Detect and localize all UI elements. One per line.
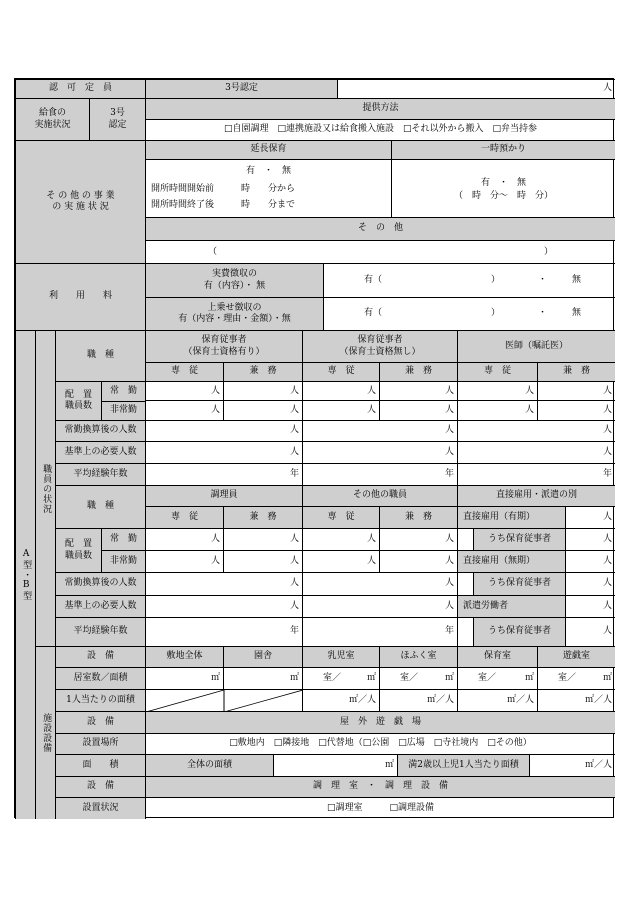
nursery-unqualified-header: 保育従事者 （保育士資格無し） xyxy=(302,330,457,362)
per-person-area-label: 1人当たりの面積 xyxy=(55,689,145,711)
per-person-area-cell[interactable]: ㎡／人 xyxy=(379,689,457,711)
employment-label xyxy=(457,572,473,595)
misc-paren-open: （ xyxy=(208,247,218,257)
staff-summary-cell[interactable]: 人 xyxy=(302,595,457,617)
total-area-value[interactable]: ㎡ xyxy=(273,754,397,776)
assigned-staff-label-2: 配 置 職員数 xyxy=(55,528,101,572)
cook-header: 調理員 xyxy=(145,485,302,506)
location-label: 設置場所 xyxy=(55,733,145,754)
concurrent-header: 兼 務 xyxy=(379,362,457,381)
employment-sub-label: うち保育従事者 xyxy=(473,572,565,595)
facility-label: 施設設備 xyxy=(35,646,55,819)
dedicated-header: 専 従 xyxy=(145,362,223,381)
kitchen-options[interactable]: □調理室 □調理設備 xyxy=(145,797,615,819)
kitchen-header: 調 理 室 ・ 調 理 設 備 xyxy=(145,776,615,797)
job-type-label-2: 職 種 xyxy=(55,485,145,528)
employment-count[interactable]: 人 xyxy=(565,617,615,646)
staff-count-cell[interactable]: 人 xyxy=(379,400,457,420)
misc-paren-close: ） xyxy=(544,247,554,257)
area-cell[interactable]: ㎡ xyxy=(145,667,223,689)
equipment-label: 設 備 xyxy=(55,646,145,667)
employment-label xyxy=(457,528,473,550)
staff-summary-cell[interactable]: 人 xyxy=(145,595,302,617)
staff-count-cell[interactable]: 人 xyxy=(223,550,302,572)
staff-count-cell[interactable]: 人 xyxy=(379,381,457,401)
nursery-qualified-header: 保育従事者 （保育士資格有り） xyxy=(145,330,302,362)
employment-label: 直接雇用（有期） xyxy=(457,506,565,528)
room-header: 乳児室 xyxy=(302,646,379,667)
staff-count-cell[interactable]: 人 xyxy=(145,381,223,401)
dedicated-header: 専 従 xyxy=(145,506,223,528)
other-staff-header: その他の職員 xyxy=(302,485,457,506)
fee-close: ） xyxy=(491,274,501,285)
concurrent-header: 兼 務 xyxy=(223,506,302,528)
room-count-unit: 室／ xyxy=(478,672,497,683)
employment-count[interactable]: 人 xyxy=(565,528,615,550)
employment-count[interactable]: 人 xyxy=(565,595,615,617)
equipment-label-3: 設 備 xyxy=(55,776,145,797)
staff-summary-cell[interactable]: 年 xyxy=(145,463,302,485)
room-header: 園舎 xyxy=(223,646,302,667)
capacity-type: 3号認定 xyxy=(145,79,337,98)
dedicated-header: 専 従 xyxy=(457,362,537,381)
other-business-label: そ の 他 の 事 業 の 実 施 状 況 xyxy=(15,140,145,263)
fee-extra-label: 上乗せ徴収の 有（内容・理由・金額）・無 xyxy=(145,297,323,330)
meal-label: 給食の 実施状況 xyxy=(15,98,89,140)
employment-label: 直接雇用（無期） xyxy=(457,550,565,572)
staff-summary-label: 平均経験年数 xyxy=(55,463,145,485)
per-person-area-na xyxy=(145,689,302,711)
fee-actual-label: 実費徴収の 有（内容）・ 無 xyxy=(145,263,323,297)
misc-cell[interactable] xyxy=(145,240,615,263)
employment-count[interactable]: 人 xyxy=(565,506,615,528)
per-child-area-value[interactable]: ㎡／人 xyxy=(529,754,615,776)
staff-summary-cell[interactable]: 人 xyxy=(457,420,615,441)
per-person-area-cell[interactable]: ㎡／人 xyxy=(302,689,379,711)
area-cell[interactable]: ㎡ xyxy=(223,667,302,689)
room-count-unit: 室／ xyxy=(400,672,419,683)
employment-label xyxy=(457,617,473,646)
staff-count-cell[interactable]: 人 xyxy=(379,550,457,572)
staff-count-cell[interactable]: 人 xyxy=(145,550,223,572)
fulltime-label-2: 常 勤 xyxy=(101,528,145,550)
meal-sublabel: 3号 認定 xyxy=(89,98,145,140)
kitchen-status-label: 設置状況 xyxy=(55,797,145,819)
extended-care-cell[interactable] xyxy=(145,159,391,217)
staff-count-cell[interactable]: 人 xyxy=(302,381,379,401)
staff-summary-cell[interactable]: 年 xyxy=(302,463,457,485)
staff-summary-cell[interactable]: 人 xyxy=(145,572,302,595)
room-count-area-cell[interactable] xyxy=(379,667,457,689)
area-label: 面 積 xyxy=(55,754,145,776)
staff-count-cell[interactable]: 人 xyxy=(145,400,223,420)
staff-count-cell[interactable]: 人 xyxy=(457,381,537,401)
staff-count-cell[interactable]: 人 xyxy=(379,528,457,550)
room-count-area-cell[interactable] xyxy=(537,667,615,689)
dedicated-header: 専 従 xyxy=(302,506,379,528)
meal-options[interactable]: □自園調理 □連携施設又は給食搬入施設 □それ以外から搬入 □弁当持参 xyxy=(145,119,615,140)
employment-sub-label: うち保育従事者 xyxy=(473,528,565,550)
per-person-area-cell[interactable]: ㎡／人 xyxy=(537,689,615,711)
employment-count[interactable]: 人 xyxy=(565,550,615,572)
area-unit: ㎡ xyxy=(366,672,376,683)
staff-count-cell[interactable]: 人 xyxy=(457,400,537,420)
extended-care-yn: 有 ・ 無 xyxy=(245,166,291,176)
meal-method-header: 提供方法 xyxy=(145,98,615,119)
room-header: ほふく室 xyxy=(379,646,457,667)
staff-summary-cell[interactable]: 人 xyxy=(302,441,457,463)
fee-dot: ・ xyxy=(538,308,548,319)
staff-summary-label: 基準上の必要人数 xyxy=(55,441,145,463)
assigned-staff-label: 配 置 職員数 xyxy=(55,381,101,420)
staff-count-cell[interactable]: 人 xyxy=(223,400,302,420)
extended-care-start: 開所時間開始前 時 分から xyxy=(151,184,296,194)
outdoor-play-header: 屋 外 遊 戯 場 xyxy=(145,711,615,733)
area-unit: ㎡ xyxy=(602,672,612,683)
staff-summary-cell[interactable]: 人 xyxy=(457,441,615,463)
facility-form xyxy=(14,78,614,818)
employment-type-header: 直接雇用・派遣の別 xyxy=(457,485,615,506)
staff-count-cell[interactable]: 人 xyxy=(223,528,302,550)
room-count-area-cell[interactable] xyxy=(457,667,537,689)
room-count-unit: 室／ xyxy=(323,672,342,683)
per-person-area-cell[interactable]: ㎡／人 xyxy=(457,689,537,711)
employment-count[interactable]: 人 xyxy=(565,572,615,595)
temp-care-time: （ 時 分～ 時 分） xyxy=(453,191,553,201)
room-count-area-cell[interactable] xyxy=(302,667,379,689)
doctor-header: 医師（嘱託医） xyxy=(457,330,615,362)
staff-count-cell[interactable]: 人 xyxy=(145,528,223,550)
staff-count-cell[interactable]: 人 xyxy=(223,381,302,401)
fee-ari: 有（ xyxy=(364,274,383,285)
staff-summary-label-2: 平均経験年数 xyxy=(55,617,145,646)
dedicated-header: 専 従 xyxy=(302,362,379,381)
staff-count-cell[interactable]: 人 xyxy=(302,400,379,420)
temp-care-header: 一時預かり xyxy=(391,140,615,159)
fee-actual-value[interactable] xyxy=(323,263,615,297)
fee-label: 利 用 料 xyxy=(15,263,145,330)
capacity-value[interactable]: 人 xyxy=(337,79,615,98)
location-options[interactable]: □敷地内 □隣接地 □代替地（□公園 □広場 □寺社境内 □その他） xyxy=(145,733,615,754)
staff-summary-label-2: 基準上の必要人数 xyxy=(55,595,145,617)
concurrent-header: 兼 務 xyxy=(223,362,302,381)
extended-care-end: 開所時間終了後 時 分まで xyxy=(151,200,296,210)
staff-count-cell[interactable]: 人 xyxy=(302,528,379,550)
area-unit: ㎡ xyxy=(444,672,454,683)
per-child-area-label: 満2歳以上児1人当たり面積 xyxy=(397,754,529,776)
room-header: 保育室 xyxy=(457,646,537,667)
fee-nashi: 無 xyxy=(572,274,582,285)
temp-care-yn: 有 ・ 無 xyxy=(480,178,526,188)
staff-status-label: 職員の状況 xyxy=(35,330,55,646)
employment-sub-label: うち保育従事者 xyxy=(473,617,565,646)
fee-close: ） xyxy=(491,308,501,319)
job-type-label: 職 種 xyxy=(55,330,145,381)
equipment-label-2: 設 備 xyxy=(55,711,145,733)
room-header: 遊戯室 xyxy=(537,646,615,667)
total-area-label: 全体の面積 xyxy=(145,754,273,776)
extended-care-header: 延長保育 xyxy=(145,140,391,159)
room-header: 敷地全体 xyxy=(145,646,223,667)
staff-count-cell[interactable]: 人 xyxy=(537,381,615,401)
room-count-area-label: 居室数／面積 xyxy=(55,667,145,689)
fee-extra-value[interactable] xyxy=(323,297,615,330)
type-ab-label: A型・B型 xyxy=(15,330,35,819)
parttime-label-2: 非常勤 xyxy=(101,550,145,572)
fee-ari: 有（ xyxy=(364,308,383,319)
misc-header: そ の 他 xyxy=(145,217,615,240)
staff-summary-label-2: 常勤換算後の人数 xyxy=(55,572,145,595)
room-count-unit: 室／ xyxy=(558,672,577,683)
staff-summary-label: 常勤換算後の人数 xyxy=(55,420,145,441)
staff-summary-cell[interactable]: 人 xyxy=(302,420,457,441)
staff-summary-cell[interactable]: 年 xyxy=(457,463,615,485)
employment-label: 派遣労働者 xyxy=(457,595,565,617)
capacity-label: 認 可 定 員 xyxy=(15,79,145,98)
concurrent-header: 兼 務 xyxy=(537,362,615,381)
staff-summary-cell[interactable]: 年 xyxy=(145,617,302,646)
fulltime-label: 常 勤 xyxy=(101,381,145,401)
staff-count-cell[interactable]: 人 xyxy=(302,550,379,572)
concurrent-header: 兼 務 xyxy=(379,506,457,528)
fee-dot: ・ xyxy=(538,274,548,285)
fee-nashi: 無 xyxy=(572,308,582,319)
staff-summary-cell[interactable]: 年 xyxy=(302,617,457,646)
staff-summary-cell[interactable]: 人 xyxy=(302,572,457,595)
temp-care-cell[interactable] xyxy=(391,159,615,217)
diagonal-line xyxy=(146,690,302,711)
staff-summary-cell[interactable]: 人 xyxy=(145,441,302,463)
area-unit: ㎡ xyxy=(524,672,534,683)
parttime-label: 非常勤 xyxy=(101,401,145,420)
staff-count-cell[interactable]: 人 xyxy=(537,400,615,420)
staff-summary-cell[interactable]: 人 xyxy=(145,420,302,441)
